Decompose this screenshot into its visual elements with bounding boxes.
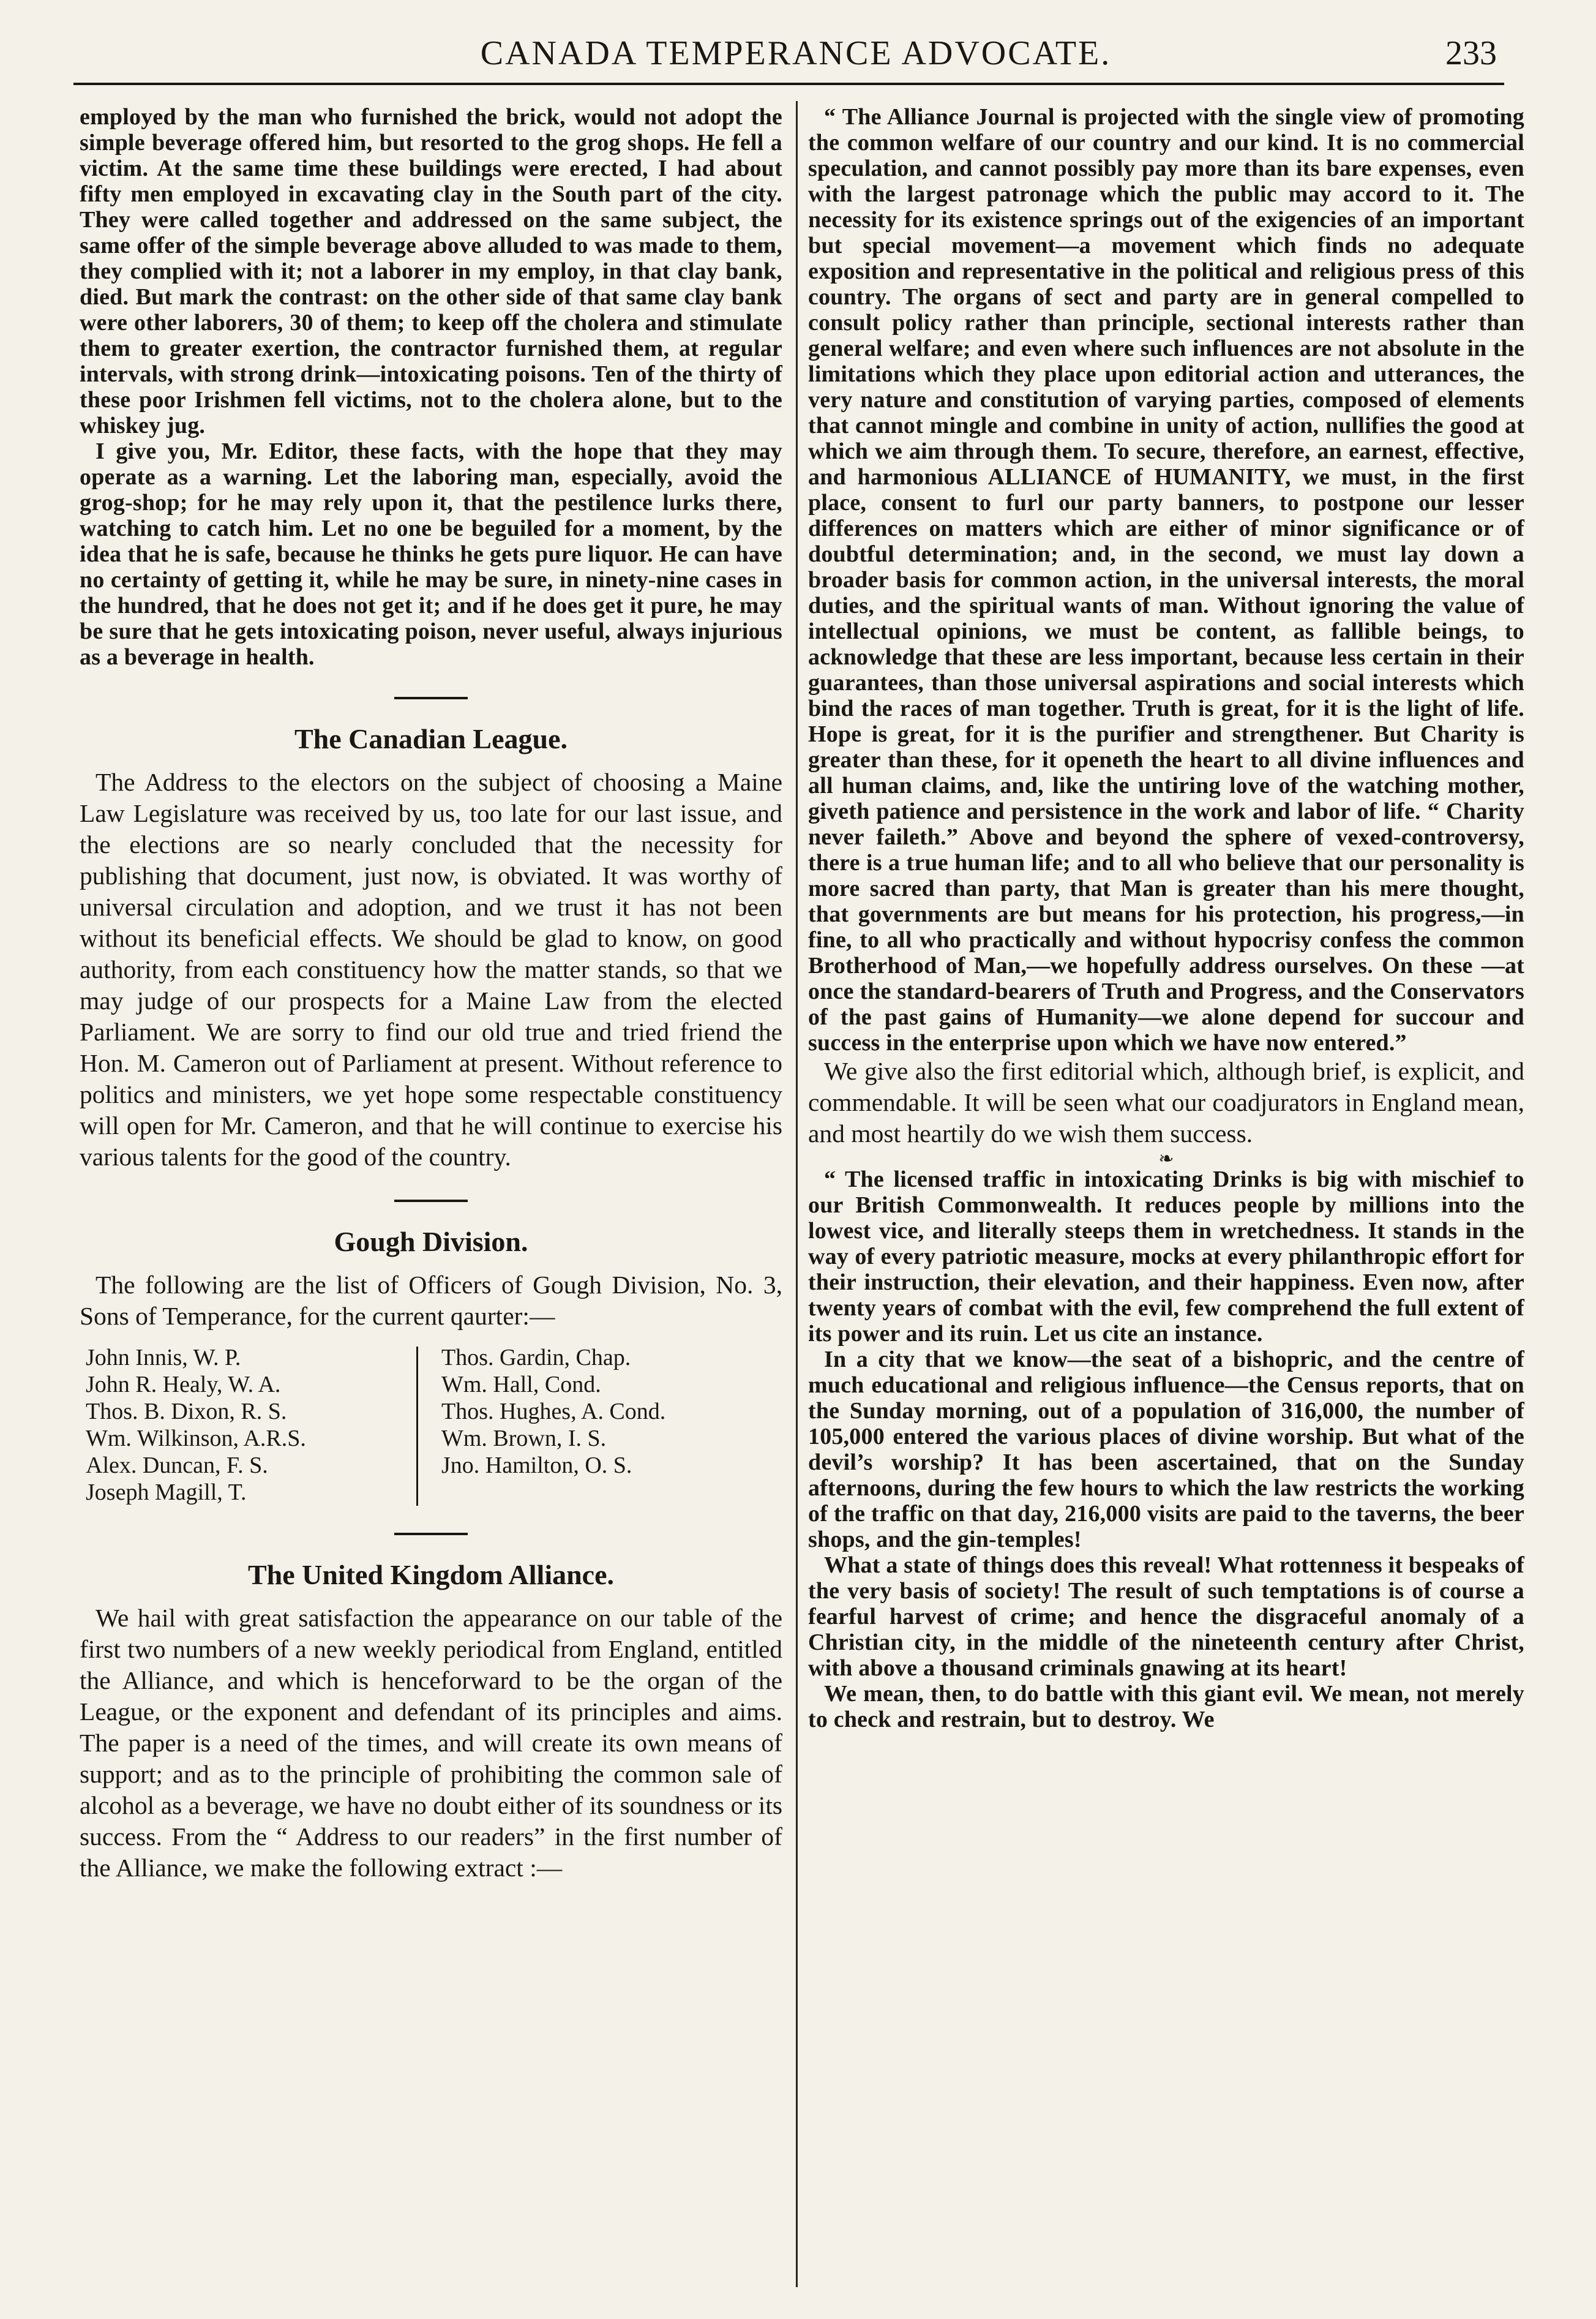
left-column [80, 104, 782, 1884]
officers-right-column [435, 1344, 665, 1506]
running-title: CANADA TEMPERANCE ADVOCATE. [480, 34, 1112, 72]
canadian-league-heading: The Canadian League. [294, 723, 568, 754]
officer-entry: John R. Healy, W. A. [86, 1372, 281, 1397]
officer-entry: Wm. Hall, Cond. [441, 1372, 601, 1397]
officer-entry: John Innis, W. P. [86, 1345, 241, 1370]
officers-divider [416, 1347, 418, 1506]
header-rule [73, 83, 1504, 85]
officer-entry: Jno. Hamilton, O. S. [441, 1453, 632, 1478]
officers-left-column [80, 1344, 416, 1506]
uk-alliance-paragraph: We hail with great satisfaction the appearance on our table of the first two numbers of a new weekly periodical from England, entitled the Alliance, and which is henceforward to be the organ of the League, or the exponent and defendant of its principles and aims. The paper is a need of the times, and will create its own means of support; and as to the principle of prohibiting the common sale of alcohol as a beverage, we have no doubt either of its soundness or its success. From the “ Address to our readers” in the first number of the Alliance, we make the following extract :— [80, 1604, 782, 1882]
officer-entry: Thos. Hughes, A. Cond. [441, 1399, 666, 1424]
reveal-paragraph: What a state of things does this reveal! What rottenness it bespeaks of the very basis of society! The result of such temptations is of course a fearful harvest of crime; and hence the disgraceful anomaly of a Christian city, in the middle of the nineteenth century after Christ, with above a thousand criminals gnawing at its heart! [808, 1552, 1524, 1681]
gough-division-intro: The following are the list of Officers of Gough Division, No. 3, Sons of Temperance, for the current qaurter:— [80, 1271, 782, 1330]
officer-entry: Wm. Brown, I. S. [441, 1426, 607, 1451]
officer-entry: Thos. B. Dixon, R. S. [86, 1399, 287, 1424]
cholera-article-continued: employed by the man who furnished the brick, would not adopt the simple beverage offered him, but resorted to the grog shops. He fell a victim. At the same time these buildings were erected, I had about fifty men employed in excavating clay in the South part of the city. They were called together and addressed on the same subject, the same offer of the simple beverage above alluded to was made to them, they complied with it; not a laborer in my employ, in that clay bank, died. But mark the contrast: on the other side of that same clay bank were other laborers, 30 of them; to keep off the cholera and stimulate them to greater exertion, the contractor furnished them, at regular intervals, with strong drink—intoxicating poisons. Ten of the thirty of these poor Irishmen fell victims, not to the cholera alone, but to the whiskey jug. [80, 104, 782, 438]
canadian-league-paragraph: The Address to the electors on the subject of choosing a Maine Law Legislature was received by us, too late for our last issue, and the elections are so nearly concluded that the necessity for publishing that document, just now, is obviated. It was worthy of universal circulation and adoption, and we trust it has not been without its beneficial effects. We should be glad to know, on good authority, from each constituency how the matter stands, so that we may judge of our prospects for a Maine Law from the elected Parliament. We are sorry to find our old true and tried friend the Hon. M. Cameron out of Parliament at present. Without reference to politics and ministers, we yet hope some respectable constituency will open for Mr. Cameron, and that he will continue to exercise his various talents for the good of the country. [80, 768, 782, 1171]
right-column [808, 104, 1524, 1732]
alliance-journal-quote: “ The Alliance Journal is projected with the single view of promoting the common welfare of our country and our kind. It is no commercial speculation, and cannot possibly pay more than its bare expenses, even with the largest patronage which the public may accord to it. The necessity for its existence springs out of the exigencies of an important but special movement—a movement which finds no adequate exposition and representative in the political and religious press of this country. The organs of sect and party are in general compelled to consult policy rather than principle, sectional interests rather than general welfare; and even where such influences are not absolute in the limitations which they place upon editorial action and utterances, the very nature and constitution of varying parties, composed of elements that cannot mingle and combine in unity of action, nullifies the good at which we aim through them. To secure, therefore, an earnest, effective, and harmonious ALLIANCE of HUMANITY, we must, in the first place, consent to furl our party banners, to postpone our lesser differences on matters which are either of minor significance or of doubtful determination; and, in the second, we must lay down a broader basis for common action, in the universal interests, the moral duties, and the spiritual wants of man. Without ignoring the value of intellectual opinions, we must be content, as fallible beings, to acknowledge that these are less important, because less certain in their guarantees, than those universal aspirations and social interests which bind the races of man together. Truth is great, for it is the light of life. Hope is great, for it is the purifier and strengthener. But Charity is greater than these, for it openeth the heart to all divine influences and all human claims, and, like the untiring love of the watching mother, giveth patience and persistence in the work and labor of life. “ Charity never faileth.” Above and beyond the sphere of vexed-controversy, there is a true human life; and to all who believe that our personality is more sacred than party, that Man is greater than his mere thought, that governments are but means for his protection, his progress,—in fine, to all who practically and without hypocrisy confess the common Brotherhood of Man,—we hopefully address ourselves. On these —at once the standard-bearers of Truth and Progress, and the Conservators of the past gains of Humanity—we alone depend for succour and success in the enterprise upon which we have now entered.” [808, 104, 1524, 1056]
cholera-article-closing: I give you, Mr. Editor, these facts, with the hope that they may operate as a warning. Let the laboring man, especially, avoid the grog-shop; for he may rely upon it, that the pestilence lurks there, watching to catch him. Let no one be beguiled for a moment, by the idea that he is safe, because he thinks he gets pure liquor. He can have no certainty of getting it, while he may be sure, in ninety-nine cases in the hundred, that he does not get it; and if he does get it pure, he may be sure that he gets intoxicating poison, never useful, always injurious as a beverage in health. [80, 438, 782, 670]
column-divider [796, 101, 798, 2287]
city-census-paragraph: In a city that we know—the seat of a bishopric, and the centre of much educational and religious influence—the Census reports, that on the Sunday morning, out of a population of 316,000, the number of 105,000 entered the various places of divine worship. But what of the devil’s worship? It has been ascertained, that on the Sunday afternoons, during the few hours to which the law restricts the working of the traffic on that day, 216,000 visits are paid to the taverns, the beer shops, and the gin-temples! [808, 1347, 1524, 1552]
section-separator [394, 1200, 468, 1202]
uk-alliance-heading: The United Kingdom Alliance. [247, 1559, 615, 1590]
officer-entry: Joseph Magill, T. [86, 1479, 247, 1505]
section-separator [394, 697, 468, 699]
licensed-traffic-quote: “ The licensed traffic in intoxicating Drinks is big with mischief to our British Commonwealth. It reduces people by millions into the lowest vice, and literally steeps them in wretchedness. It stands in the way of every patriotic measure, mocks at every philanthropic effort for their instruction, their elevation, and their happiness. Even now, after twenty years of combat with the evil, few comprehend the full extent of its power and its ruin. Let us cite an instance. [808, 1167, 1524, 1347]
page-number: 233 [1445, 34, 1497, 72]
page-header [0, 34, 1596, 83]
ornament-icon: ❧ [1158, 1149, 1174, 1169]
gough-division-heading: Gough Division. [334, 1226, 528, 1257]
officer-entry: Thos. Gardin, Chap. [441, 1345, 631, 1370]
editorial-intro: We give also the first editorial which, although brief, is explicit, and commendable. It will be seen what our coadjurators in England mean, and most heartily do we wish them success. [808, 1057, 1524, 1148]
officer-entry: Wm. Wilkinson, A.R.S. [86, 1426, 306, 1451]
closing-paragraph: We mean, then, to do battle with this giant evil. We mean, not merely to check and restrain, but to destroy. We [808, 1681, 1524, 1732]
officers-list [80, 1344, 782, 1506]
officer-entry: Alex. Duncan, F. S. [86, 1453, 268, 1478]
section-separator [394, 1533, 468, 1535]
